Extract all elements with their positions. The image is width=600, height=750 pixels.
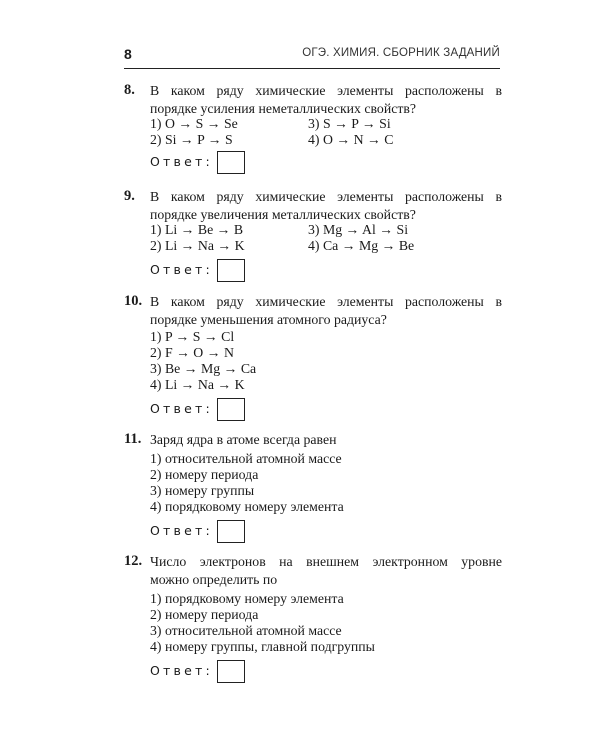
question-line: Заряд ядра в атоме всегда равен — [150, 432, 337, 447]
question-number: 11. — [124, 431, 142, 447]
answer-box[interactable] — [217, 259, 245, 282]
question-text — [150, 553, 502, 589]
answer-label: Ответ: — [150, 154, 213, 169]
option-2: 2) Si → P → S — [150, 132, 233, 147]
answer-box[interactable] — [217, 660, 245, 683]
question-line: порядке уменьшения атомного радиуса? — [150, 312, 387, 327]
question-line: можно определить по — [150, 572, 278, 587]
question-number: 10. — [124, 293, 143, 309]
question-line: порядке увеличения металлических свойств? — [150, 207, 416, 222]
question-text — [150, 293, 502, 329]
option-1: 1) Li → Be → B — [150, 222, 244, 237]
option-3: 3) относительной атомной массе — [150, 623, 342, 638]
question-number: 12. — [124, 553, 143, 569]
page-number: 8 — [124, 46, 132, 62]
book-title: ОГЭ. ХИМИЯ. СБОРНИК ЗАДАНИЙ — [302, 47, 500, 59]
option-3: 3) S → P → Si — [308, 116, 391, 131]
question-line: порядке усиления неметаллических свойств? — [150, 101, 416, 116]
question-text — [150, 82, 502, 118]
option-2: 2) Li → Na → K — [150, 238, 245, 253]
question-number: 8. — [124, 82, 135, 98]
question-line: В каком ряду химические элементы расположены в — [150, 294, 502, 309]
option-4: 4) порядковому номеру элемента — [150, 499, 344, 514]
option-3: 3) Be → Mg → Ca — [150, 361, 257, 376]
option-2: 2) F → O → N — [150, 345, 234, 360]
answer-label: Ответ: — [150, 401, 213, 416]
option-3: 3) номеру группы — [150, 483, 255, 498]
question-line: В каком ряду химические элементы расположены в — [150, 83, 502, 98]
question-text — [150, 188, 502, 224]
option-3: 3) Mg → Al → Si — [308, 222, 409, 237]
page-header — [124, 46, 500, 68]
question-number: 9. — [124, 188, 135, 204]
option-4: 4) номеру группы, главной подгруппы — [150, 639, 375, 654]
question-text — [150, 431, 502, 449]
question-line: Число электронов на внешнем электронном уровне — [150, 554, 502, 569]
option-2: 2) номеру периода — [150, 467, 259, 482]
option-1: 1) O → S → Se — [150, 116, 238, 131]
option-1: 1) порядковому номеру элемента — [150, 591, 344, 606]
answer-box[interactable] — [217, 151, 245, 174]
question-line: В каком ряду химические элементы расположены в — [150, 189, 502, 204]
option-2: 2) номеру периода — [150, 607, 259, 622]
answer-label: Ответ: — [150, 663, 213, 678]
option-4: 4) Li → Na → K — [150, 377, 245, 392]
answer-box[interactable] — [217, 398, 245, 421]
option-1: 1) относительной атомной массе — [150, 451, 342, 466]
answer-label: Ответ: — [150, 262, 213, 277]
answer-box[interactable] — [217, 520, 245, 543]
answer-label: Ответ: — [150, 523, 213, 538]
option-4: 4) Ca → Mg → Be — [308, 238, 415, 253]
option-1: 1) P → S → Cl — [150, 329, 235, 344]
option-4: 4) O → N → C — [308, 132, 394, 147]
header-divider — [124, 68, 500, 69]
